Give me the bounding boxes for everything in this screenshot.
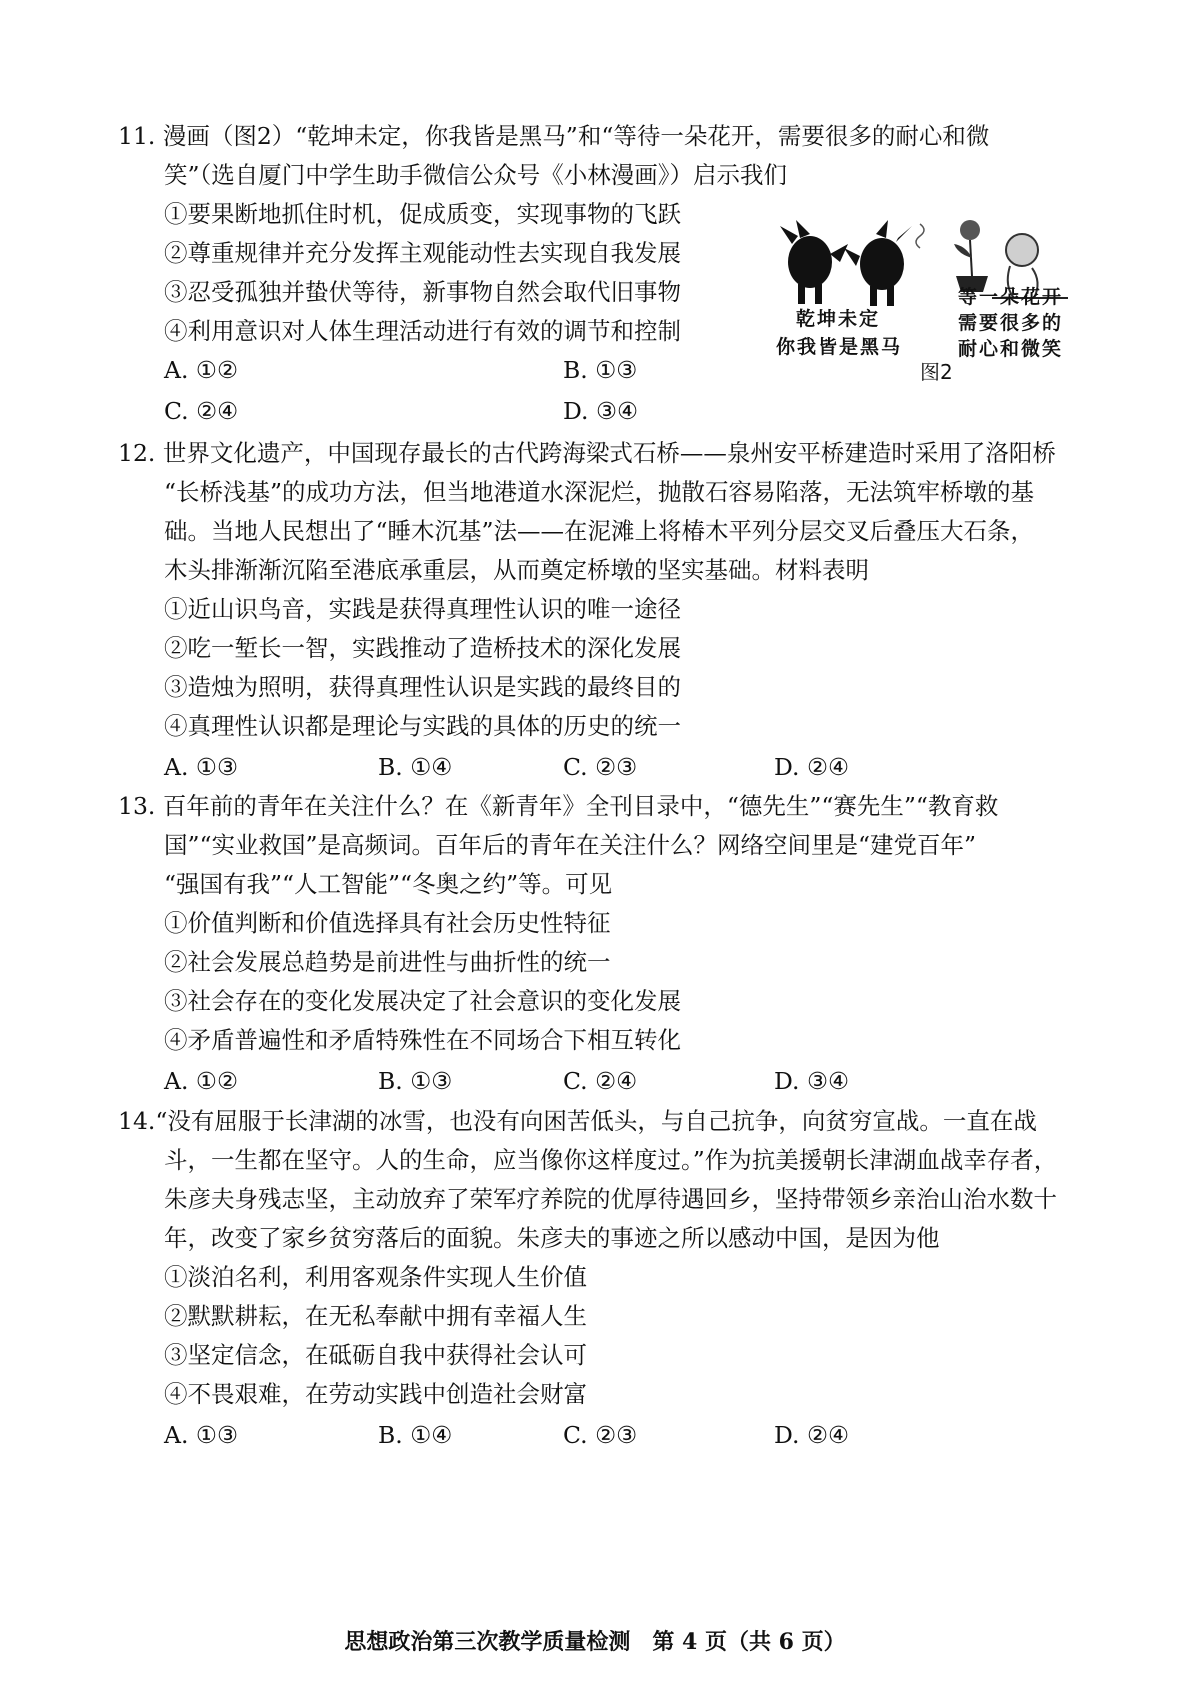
q13-stem-line-3: “强国有我”“人工智能”“冬奥之约”等。可见: [164, 870, 613, 898]
q11-stem-line-2: 笑”（选自厦门中学生助手微信公众号《小林漫画》）启示我们: [164, 161, 788, 189]
q12-item-4: ④真理性认识都是理论与实践的具体的历史的统一: [164, 712, 681, 740]
q14-stem-line-1: 14.“没有屈服于长津湖的冰雪，也没有向困苦低头，与自己抗争，向贫穷宣战。一直在战: [118, 1107, 1037, 1135]
q11-item-3: ③忍受孤独并蛰伏等待，新事物自然会取代旧事物: [164, 278, 681, 306]
cartoon-caption-left-1: 乾坤未定: [796, 308, 881, 330]
q12-choice-a: A. ①③: [164, 753, 239, 781]
q13-choice-c: C. ②④: [563, 1067, 638, 1095]
q13-stem-line-2: 国”“实业救国”是高频词。百年后的青年在关注什么？网络空间里是“建党百年”: [164, 831, 977, 859]
figure-label: 图2: [920, 360, 953, 384]
q11-item-4: ④利用意识对人体生理活动进行有效的调节和控制: [164, 317, 681, 345]
cartoon-caption-right-1: 等一朵花开: [958, 286, 1064, 308]
q14-stem-line-4: 年，改变了家乡贫穷落后的面貌。朱彦夫的事迹之所以感动中国，是因为他: [164, 1224, 940, 1252]
q12-choice-b: B. ①④: [378, 753, 453, 781]
q12-choice-c: C. ②③: [563, 753, 638, 781]
q12-item-2: ②吃一堑长一智，实践推动了造桥技术的深化发展: [164, 634, 681, 662]
q14-choice-d: D. ②④: [774, 1421, 850, 1449]
q12-choice-d: D. ②④: [774, 753, 850, 781]
q12-stem-line-4: 木头排渐渐沉陷至港底承重层，从而奠定桥墩的坚实基础。材料表明: [164, 556, 869, 584]
q11-item-2: ②尊重规律并充分发挥主观能动性去实现自我发展: [164, 239, 681, 267]
q13-choice-d: D. ③④: [774, 1067, 850, 1095]
cartoon-caption-right-2: 需要很多的: [958, 312, 1064, 334]
q14-item-3: ③坚定信念，在砥砺自我中获得社会认可: [164, 1341, 587, 1369]
q12-item-3: ③造烛为照明，获得真理性认识是实践的最终目的: [164, 673, 681, 701]
q12-item-1: ①近山识鸟音，实践是获得真理性认识的唯一途径: [164, 595, 681, 623]
q12-stem-line-1: 12. 世界文化遗产，中国现存最长的古代跨海梁式石桥——泉州安平桥建造时采用了洛阳桥: [118, 439, 1056, 467]
q11-stem-line-1: 11. 漫画（图2）“乾坤未定，你我皆是黑马”和“等待一朵花开，需要很多的耐心和微: [118, 122, 990, 150]
q13-item-2: ②社会发展总趋势是前进性与曲折性的统一: [164, 948, 611, 976]
q14-item-4: ④不畏艰难，在劳动实践中创造社会财富: [164, 1380, 587, 1408]
cartoon-figure: [770, 214, 1080, 394]
q14-choice-c: C. ②③: [563, 1421, 638, 1449]
q12-stem-line-3: 础。当地人民想出了“睡木沉基”法——在泥滩上将椿木平列分层交叉后叠压大石条，: [164, 517, 1035, 545]
q14-stem-line-3: 朱彦夫身残志坚，主动放弃了荣军疗养院的优厚待遇回乡，坚持带领乡亲治山治水数十: [164, 1185, 1057, 1213]
q14-stem-line-2: 斗，一生都在坚守。人的生命，应当像你这样度过。”作为抗美援朝长津湖血战幸存者，: [164, 1146, 1058, 1174]
cartoon-caption-right-3: 耐心和微笑: [958, 338, 1064, 360]
q11-choice-d: D. ③④: [563, 397, 639, 425]
q14-item-1: ①淡泊名利，利用客观条件实现人生价值: [164, 1263, 587, 1291]
cartoon-caption-left-2: 你我皆是黑马: [776, 336, 903, 358]
q11-choice-a: A. ①②: [164, 356, 239, 384]
q13-item-1: ①价值判断和价值选择具有社会历史性特征: [164, 909, 611, 937]
page-footer: 思想政治第三次教学质量检测 第 4 页（共 6 页）: [344, 1629, 846, 1655]
q14-choice-a: A. ①③: [164, 1421, 239, 1449]
q14-choice-b: B. ①④: [378, 1421, 453, 1449]
q11-item-1: ①要果断地抓住时机，促成质变，实现事物的飞跃: [164, 200, 681, 228]
q14-item-2: ②默默耕耘，在无私奉献中拥有幸福人生: [164, 1302, 587, 1330]
q13-choice-b: B. ①③: [378, 1067, 453, 1095]
q13-stem-line-1: 13. 百年前的青年在关注什么？在《新青年》全刊目录中，“德先生”“赛先生”“教育救: [118, 792, 999, 820]
q13-item-4: ④矛盾普遍性和矛盾特殊性在不同场合下相互转化: [164, 1026, 681, 1054]
q13-item-3: ③社会存在的变化发展决定了社会意识的变化发展: [164, 987, 681, 1015]
q12-stem-line-2: “长桥浅基”的成功方法，但当地港道水深泥烂，抛散石容易陷落，无法筑牢桥墩的基: [164, 478, 1035, 506]
q11-choice-c: C. ②④: [164, 397, 239, 425]
q11-choice-b: B. ①③: [563, 356, 638, 384]
q13-choice-a: A. ①②: [164, 1067, 239, 1095]
